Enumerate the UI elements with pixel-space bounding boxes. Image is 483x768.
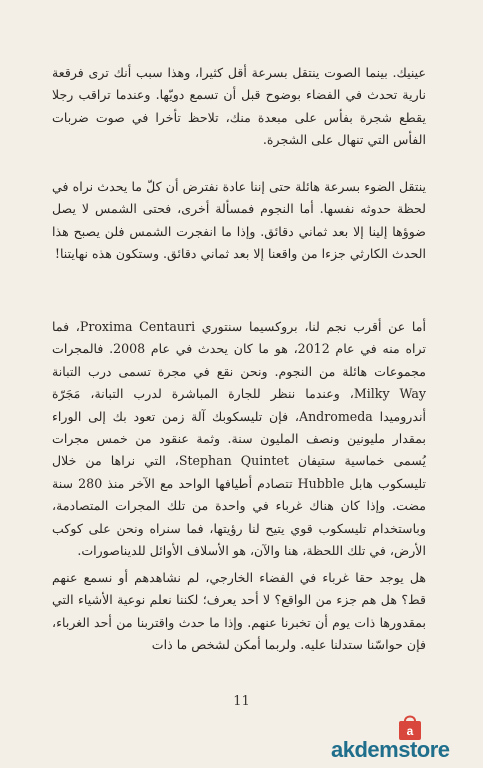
page-number: 11 (233, 694, 250, 709)
paragraph-text: ينتقل الضوء بسرعة هائلة حتى إننا عادة نفترض أن كلّ ما يحدث نراه في لحظة حدوثه نفسها. أما النجوم فمسألة أخرى، فحتى الشمس لا يصل ضوؤها إلينا إلا بعد ثماني دقائق. وإذا ما انفجرت الشمس فلن يصبح هذا الحدث الكارثي جزءا من واقعنا إلا بعد ثماني دقائق. وستكون هذه نهايتنا! (52, 179, 426, 262)
logo-text-ak: ak (331, 737, 355, 762)
paragraph-2 (52, 176, 426, 266)
paragraph-1 (52, 62, 426, 152)
paragraph-text: عينيك. بينما الصوت ينتقل بسرعة أقل كثيرا، وهذا سبب أنك ترى فرقعة نارية تحدث في الفضاء بوضوح قبل أن تسمع دويّها. وعندما تراقب رجلا يقطع شجرة بفأس على مبعدة منك، تلاحظ تأخرا في صوت ضربات الفأس التي تنهال على الشجرة. (52, 65, 426, 148)
store-logo (331, 713, 479, 765)
paragraph-3 (52, 316, 426, 562)
logo-text-rest: demstore (354, 737, 450, 762)
paragraph-text: أما عن أقرب نجم لنا، بروكسيما سنتوري Proxima Centauri، فما تراه منه في عام 2012، هو ما كان يحدث في عام 2008. فالمجرات مجموعات هائلة من النجوم. ونحن نقع في مجرة تسمى درب التبانة Milky Way، وعندما ننظر للجارة المباشرة لدرب التبانة، مَجَرّة أندروميدا Andromeda، فإن تليسكوبك آلة زمن تعود بك إلى الوراء بمقدار مليونين ونصف المليون سنة. وثمة عنقود من خمس مجرات يُسمى خماسية ستيفان Stephan Quintet، التي نراها من خلال تليسكوب هابل Hubble تتصادم أطيافها الواحد مع الآخر منذ 280 سنة مضت. وإذا كان هناك غرباء في واحدة من تلك المجرات المتصادمة، وباستخدام تليسكوب قوي يتيح لنا رؤيتها، فما سنراه ونحن على كوكب الأرض، في تلك اللحظة، هنا والآن، هو الأسلاف الأوائل للديناصورات. (52, 319, 426, 559)
paragraph-text: هل يوجد حقا غرباء في الفضاء الخارجي، لم نشاهدهم أو نسمع عنهم قط؟ هل هم جزء من الواقع؟ لا أحد يعرف؛ لكننا نعلم نوعية الأشياء التي بمقدورها ذات يوم أن تخبرنا عنهم. وإذا ما حدث واقتربنا من أحد الغرباء، فإن حواسّنا ستدلنا عليه. ولربما أمكن لشخص ما ذات (52, 570, 426, 653)
logo-wordmark (331, 737, 479, 763)
svg-text:a: a (406, 724, 414, 738)
paragraph-4 (52, 567, 426, 657)
